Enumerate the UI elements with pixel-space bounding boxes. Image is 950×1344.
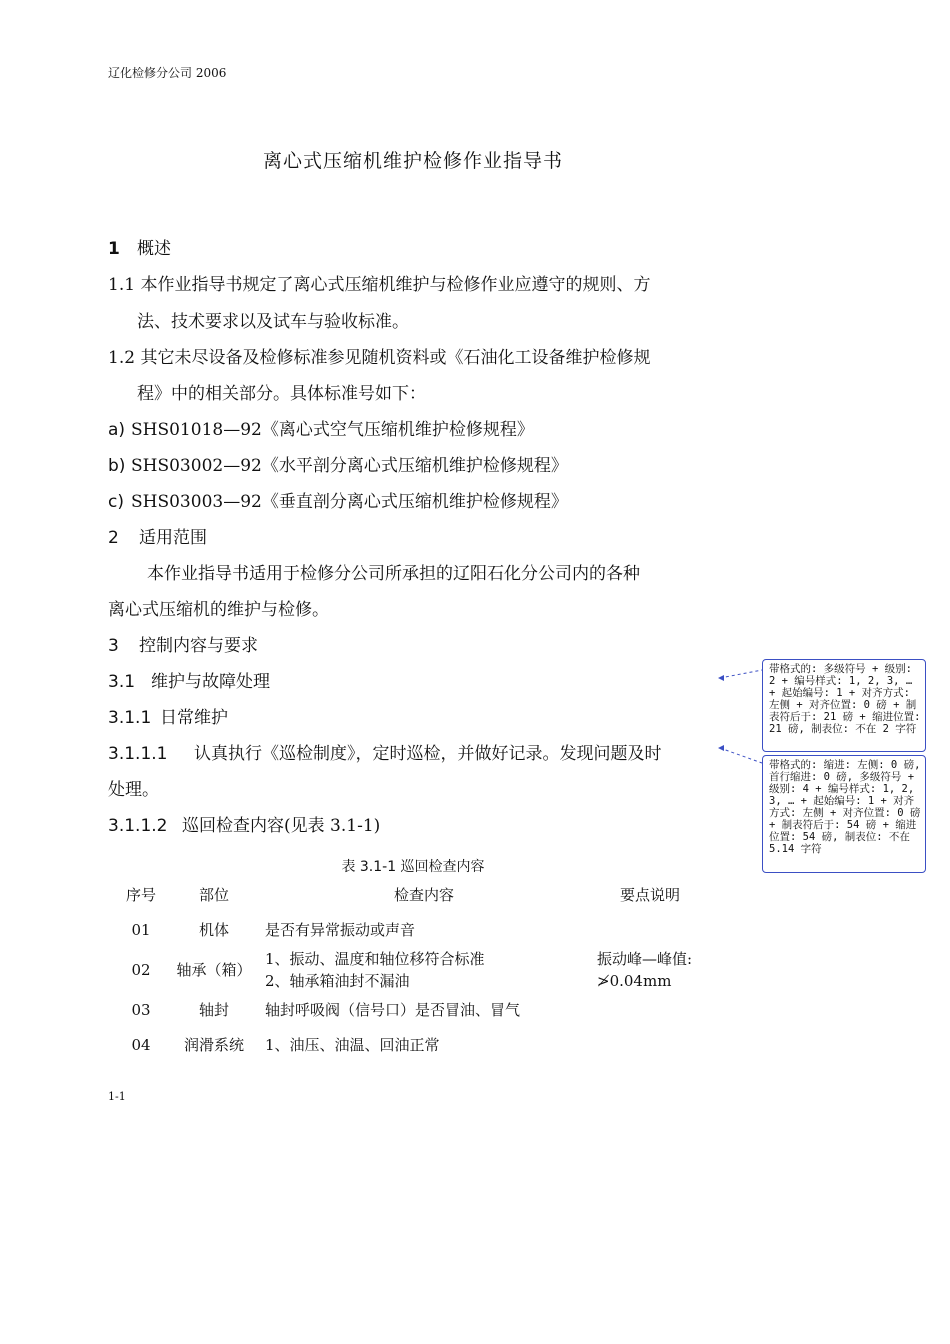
table-header-content: 检查内容 — [393, 886, 454, 904]
table-cell-content: 1、油压、油温、回油正常 — [265, 1036, 440, 1054]
table-cell-content: 2、轴承箱油封不漏油 — [265, 972, 410, 990]
table-cell-part: 轴封 — [198, 1001, 229, 1019]
section-3-title: 控制内容与要求 — [139, 636, 258, 656]
section-3-number: 3 — [108, 636, 119, 656]
section-2-number: 2 — [108, 528, 119, 548]
table-cell-no: 04 — [131, 1036, 151, 1054]
table-cell-part: 轴承（箱） — [176, 961, 252, 979]
standard-a-tag: a) — [108, 420, 126, 440]
document-title: 离心式压缩机维护检修作业指导书 — [262, 150, 563, 172]
standard-c-text: SHS03003—92《垂直剖分离心式压缩机维护检修规程》 — [131, 492, 568, 512]
section-3-1-number: 3.1 — [108, 672, 136, 692]
table-cell-part: 润滑系统 — [183, 1036, 244, 1054]
table-cell-content: 轴封呼吸阀（信号口）是否冒油、冒气 — [265, 1001, 521, 1019]
table-caption: 表 3.1-1 巡回检查内容 — [341, 859, 485, 875]
table-header-no: 序号 — [125, 886, 156, 904]
table-cell-content: 1、振动、温度和轴位移符合标准 — [265, 950, 485, 968]
table-cell-note: ≯0.04mm — [597, 972, 672, 990]
section-3-1-1-2-text: 巡回检查内容(见表 3.1-1) — [182, 816, 381, 836]
section-3-1-1-number: 3.1.1 — [108, 708, 152, 728]
comment-leader-1 — [720, 670, 762, 678]
para-1-2-line2: 程》中的相关部分。具体标准号如下： — [137, 384, 426, 404]
section-3-1-1-1-line2: 处理。 — [108, 780, 159, 800]
format-comment-balloon[interactable]: 带格式的: 多级符号 + 级别: 2 + 编号样式: 1, 2, 3, … + 起始编号: 1 + 对齐方式: 左侧 + 对齐位置: 0 磅 + 制表符后于: 21 磅 + 缩进位置: 21 磅, 制表位: 不在 2 字符 — [762, 659, 926, 752]
standard-c-tag: c) — [108, 492, 124, 512]
section-1-number: 1 — [108, 239, 120, 259]
para-1-1-line1: 1.1 本作业指导书规定了离心式压缩机维护与检修作业应遵守的规则、方 — [108, 275, 651, 295]
section-3-1-title: 维护与故障处理 — [151, 672, 270, 692]
standard-a-text: SHS01018—92《离心式空气压缩机维护检修规程》 — [131, 420, 534, 440]
para-1-1-line2: 法、技术要求以及试车与验收标准。 — [137, 312, 409, 332]
section-2-title: 适用范围 — [139, 528, 207, 548]
comment-anchor-1 — [718, 675, 724, 681]
comment-leader-2 — [720, 748, 762, 763]
standard-b-tag: b) — [108, 456, 126, 476]
para-1-2-line1: 1.2 其它未尽设备及检修标准参见随机资料或《石油化工设备维护检修规 — [108, 348, 651, 368]
table-header-part: 部位 — [198, 886, 229, 904]
section-2-body-line2: 离心式压缩机的维护与检修。 — [108, 600, 329, 620]
table-cell-no: 02 — [131, 961, 151, 979]
table-cell-note: 振动峰—峰值: — [597, 950, 693, 968]
table-cell-content: 是否有异常振动或声音 — [265, 921, 416, 939]
format-comment-balloon[interactable]: 带格式的: 缩进: 左侧: 0 磅, 首行缩进: 0 磅, 多级符号 + 级别: 4 + 编号样式: 1, 2, 3, … + 起始编号: 1 + 对齐方式: 左侧 + 对齐位置: 0 磅 + 制表符后于: 54 磅 + 缩进位置: 54 磅, 制表位: 不在 5.14 字符 — [762, 755, 926, 873]
section-3-1-1-1-number: 3.1.1.1 — [108, 744, 168, 764]
section-3-1-1-2-number: 3.1.1.2 — [108, 816, 168, 836]
table-cell-no: 03 — [131, 1001, 151, 1019]
standard-b-text: SHS03002—92《水平剖分离心式压缩机维护检修规程》 — [131, 456, 568, 476]
section-3-1-1-title: 日常维护 — [160, 708, 228, 728]
comment-anchor-2 — [718, 745, 724, 751]
table-header-note: 要点说明 — [619, 886, 680, 904]
table-cell-part: 机体 — [198, 921, 229, 939]
section-1-title: 概述 — [137, 239, 171, 259]
page-footer-number: 1-1 — [108, 1090, 126, 1103]
table-cell-no: 01 — [131, 921, 151, 939]
section-2-body-line1: 本作业指导书适用于检修分公司所承担的辽阳石化分公司内的各种 — [147, 564, 640, 584]
section-3-1-1-1-line1: 认真执行《巡检制度》，定时巡检，并做好记录。发现问题及时 — [194, 744, 662, 764]
page-header: 辽化检修分公司 2006 — [108, 66, 227, 80]
